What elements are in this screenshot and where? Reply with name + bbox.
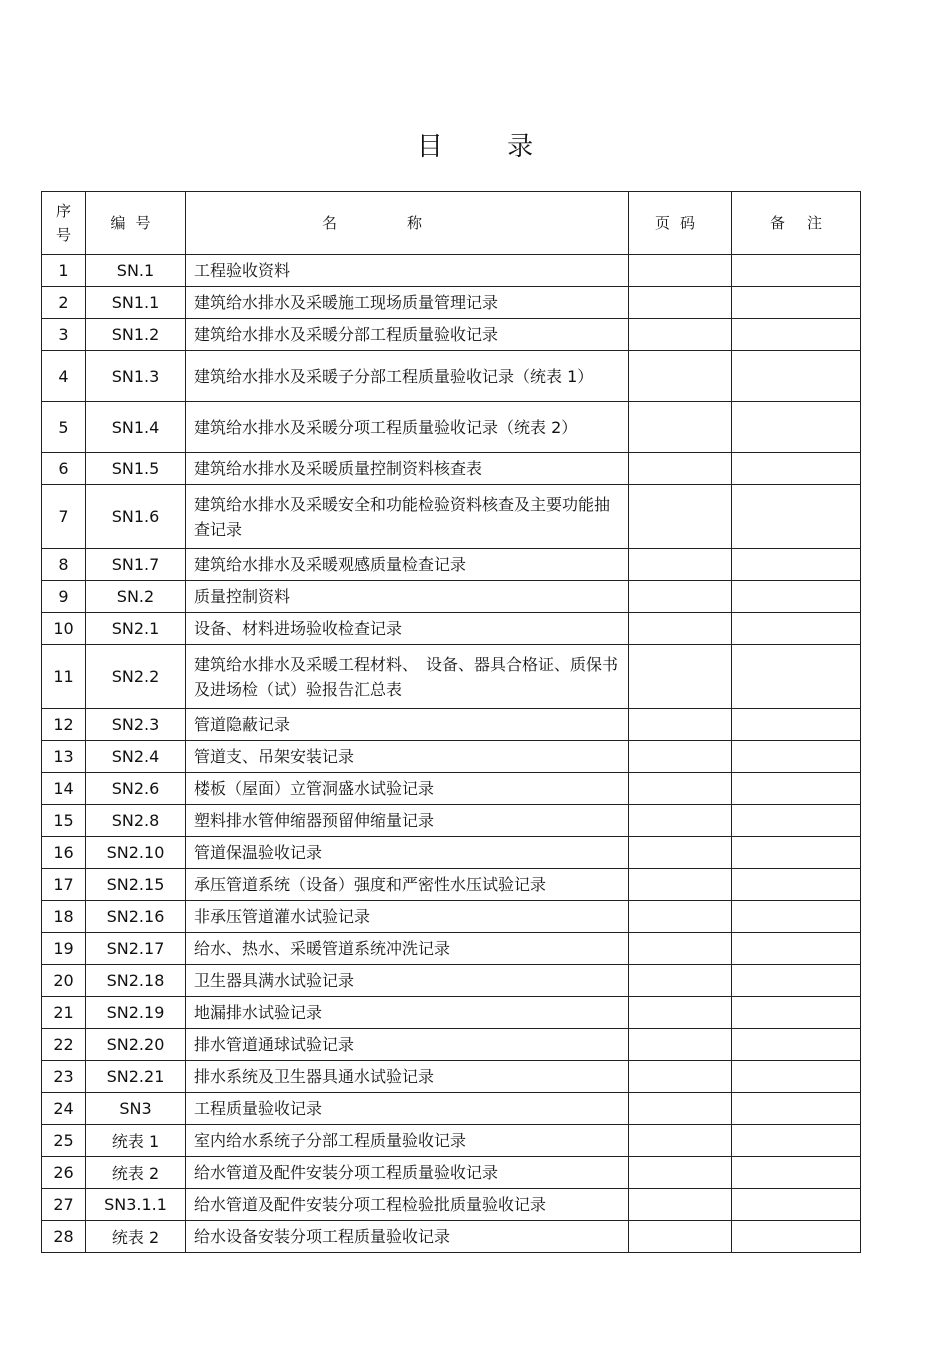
row-remark	[732, 805, 861, 837]
row-seq: 4	[42, 351, 86, 402]
row-page	[629, 1189, 732, 1221]
table-row	[42, 1221, 861, 1253]
row-remark	[732, 1157, 861, 1189]
row-code: SN.1	[86, 255, 186, 287]
row-remark	[732, 741, 861, 773]
table-row	[42, 1093, 861, 1125]
row-code: SN1.3	[86, 351, 186, 402]
row-name: 地漏排水试验记录	[186, 997, 629, 1029]
row-remark	[732, 1093, 861, 1125]
table-row	[42, 709, 861, 741]
row-code: SN2.19	[86, 997, 186, 1029]
row-remark	[732, 869, 861, 901]
row-page	[629, 933, 732, 965]
row-remark	[732, 645, 861, 709]
row-remark	[732, 1061, 861, 1093]
row-page	[629, 805, 732, 837]
page-title: 目 录	[416, 132, 562, 162]
row-code: SN2.4	[86, 741, 186, 773]
row-page	[629, 773, 732, 805]
row-page	[629, 287, 732, 319]
table-row	[42, 319, 861, 351]
row-code: SN1.5	[86, 453, 186, 485]
row-seq: 10	[42, 613, 86, 645]
table-row	[42, 402, 861, 453]
row-seq: 19	[42, 933, 86, 965]
row-remark	[732, 773, 861, 805]
row-remark	[732, 1125, 861, 1157]
row-code: SN2.1	[86, 613, 186, 645]
row-code: SN3.1.1	[86, 1189, 186, 1221]
header-code: 编号	[86, 192, 186, 255]
row-remark	[732, 287, 861, 319]
row-remark	[732, 351, 861, 402]
row-code: SN2.20	[86, 1029, 186, 1061]
row-seq: 1	[42, 255, 86, 287]
row-page	[629, 901, 732, 933]
row-name: 建筑给水排水及采暖施工现场质量管理记录	[186, 287, 629, 319]
row-name: 工程质量验收记录	[186, 1093, 629, 1125]
row-code: SN1.1	[86, 287, 186, 319]
row-seq: 16	[42, 837, 86, 869]
table-row	[42, 453, 861, 485]
row-page	[629, 709, 732, 741]
row-name: 建筑给水排水及采暖工程材料、 设备、器具合格证、质保书及进场检（试）验报告汇总表	[186, 645, 629, 709]
row-code: SN2.16	[86, 901, 186, 933]
row-name: 给水设备安装分项工程质量验收记录	[186, 1221, 629, 1253]
row-remark	[732, 1221, 861, 1253]
row-page	[629, 1221, 732, 1253]
row-seq: 6	[42, 453, 86, 485]
row-page	[629, 549, 732, 581]
row-page	[629, 1061, 732, 1093]
row-remark	[732, 1029, 861, 1061]
row-code: SN3	[86, 1093, 186, 1125]
row-page	[629, 485, 732, 549]
header-seq	[42, 192, 86, 255]
row-seq: 11	[42, 645, 86, 709]
row-page	[629, 453, 732, 485]
row-remark	[732, 402, 861, 453]
row-page	[629, 351, 732, 402]
row-code: 统表 2	[86, 1157, 186, 1189]
row-code: SN2.18	[86, 965, 186, 997]
header-seq-label: 序号	[55, 202, 71, 244]
row-seq: 8	[42, 549, 86, 581]
row-name: 建筑给水排水及采暖观感质量检查记录	[186, 549, 629, 581]
row-name: 塑料排水管伸缩器预留伸缩量记录	[186, 805, 629, 837]
row-remark	[732, 901, 861, 933]
row-page	[629, 319, 732, 351]
row-seq: 26	[42, 1157, 86, 1189]
header-page: 页码	[629, 192, 732, 255]
row-seq: 18	[42, 901, 86, 933]
header-name: 名称	[186, 192, 629, 255]
row-page	[629, 1029, 732, 1061]
row-seq: 13	[42, 741, 86, 773]
header-remark: 备注	[732, 192, 861, 255]
row-page	[629, 965, 732, 997]
row-code: SN1.6	[86, 485, 186, 549]
table-row	[42, 837, 861, 869]
row-name: 室内给水系统子分部工程质量验收记录	[186, 1125, 629, 1157]
row-name: 建筑给水排水及采暖分部工程质量验收记录	[186, 319, 629, 351]
row-page	[629, 613, 732, 645]
table-row	[42, 901, 861, 933]
row-page	[629, 645, 732, 709]
row-remark	[732, 485, 861, 549]
row-name: 建筑给水排水及采暖分项工程质量验收记录（统表 2）	[186, 402, 629, 453]
toc-body	[42, 255, 861, 1253]
table-row	[42, 255, 861, 287]
row-code: SN2.10	[86, 837, 186, 869]
row-remark	[732, 965, 861, 997]
row-code: SN.2	[86, 581, 186, 613]
row-page	[629, 741, 732, 773]
row-seq: 17	[42, 869, 86, 901]
table-row	[42, 485, 861, 549]
table-row	[42, 581, 861, 613]
row-seq: 21	[42, 997, 86, 1029]
row-page	[629, 1125, 732, 1157]
row-page	[629, 581, 732, 613]
row-code: SN2.3	[86, 709, 186, 741]
table-row	[42, 741, 861, 773]
row-code: SN1.4	[86, 402, 186, 453]
row-seq: 15	[42, 805, 86, 837]
row-seq: 3	[42, 319, 86, 351]
row-code: SN2.17	[86, 933, 186, 965]
row-code: 统表 1	[86, 1125, 186, 1157]
row-name: 给水管道及配件安装分项工程检验批质量验收记录	[186, 1189, 629, 1221]
table-row	[42, 351, 861, 402]
row-code: 统表 2	[86, 1221, 186, 1253]
row-name: 建筑给水排水及采暖安全和功能检验资料核查及主要功能抽查记录	[186, 485, 629, 549]
row-page	[629, 997, 732, 1029]
row-page	[629, 837, 732, 869]
row-page	[629, 1093, 732, 1125]
table-row	[42, 1061, 861, 1093]
row-name: 给水、热水、采暖管道系统冲洗记录	[186, 933, 629, 965]
row-page	[629, 1157, 732, 1189]
row-code: SN2.21	[86, 1061, 186, 1093]
row-seq: 2	[42, 287, 86, 319]
row-remark	[732, 837, 861, 869]
row-remark	[732, 453, 861, 485]
table-header-row	[42, 192, 861, 255]
row-remark	[732, 549, 861, 581]
row-name: 工程验收资料	[186, 255, 629, 287]
row-seq: 28	[42, 1221, 86, 1253]
table-row	[42, 1157, 861, 1189]
table-row	[42, 997, 861, 1029]
row-name: 建筑给水排水及采暖子分部工程质量验收记录（统表 1）	[186, 351, 629, 402]
row-code: SN1.2	[86, 319, 186, 351]
table-row	[42, 287, 861, 319]
row-remark	[732, 613, 861, 645]
table-row	[42, 1029, 861, 1061]
row-remark	[732, 581, 861, 613]
row-seq: 14	[42, 773, 86, 805]
table-row	[42, 645, 861, 709]
row-seq: 9	[42, 581, 86, 613]
row-seq: 24	[42, 1093, 86, 1125]
table-row	[42, 1125, 861, 1157]
table-row	[42, 805, 861, 837]
row-remark	[732, 255, 861, 287]
row-name: 给水管道及配件安装分项工程质量验收记录	[186, 1157, 629, 1189]
row-name: 管道支、吊架安装记录	[186, 741, 629, 773]
row-remark	[732, 997, 861, 1029]
row-name: 非承压管道灌水试验记录	[186, 901, 629, 933]
table-row	[42, 773, 861, 805]
table-row	[42, 1189, 861, 1221]
table-row	[42, 549, 861, 581]
row-seq: 25	[42, 1125, 86, 1157]
row-seq: 20	[42, 965, 86, 997]
row-code: SN2.15	[86, 869, 186, 901]
row-code: SN2.8	[86, 805, 186, 837]
table-row	[42, 933, 861, 965]
toc-table	[41, 191, 861, 1253]
row-seq: 12	[42, 709, 86, 741]
row-remark	[732, 933, 861, 965]
row-seq: 5	[42, 402, 86, 453]
table-row	[42, 869, 861, 901]
row-seq: 27	[42, 1189, 86, 1221]
row-seq: 23	[42, 1061, 86, 1093]
row-page	[629, 869, 732, 901]
row-code: SN2.2	[86, 645, 186, 709]
row-code: SN1.7	[86, 549, 186, 581]
row-remark	[732, 709, 861, 741]
row-name: 建筑给水排水及采暖质量控制资料核查表	[186, 453, 629, 485]
row-name: 卫生器具满水试验记录	[186, 965, 629, 997]
table-row	[42, 965, 861, 997]
row-page	[629, 255, 732, 287]
row-remark	[732, 1189, 861, 1221]
row-seq: 22	[42, 1029, 86, 1061]
row-name: 管道隐蔽记录	[186, 709, 629, 741]
row-page	[629, 402, 732, 453]
row-name: 管道保温验收记录	[186, 837, 629, 869]
table-row	[42, 613, 861, 645]
row-name: 楼板（屋面）立管洞盛水试验记录	[186, 773, 629, 805]
row-name: 设备、材料进场验收检查记录	[186, 613, 629, 645]
row-seq: 7	[42, 485, 86, 549]
row-name: 排水系统及卫生器具通水试验记录	[186, 1061, 629, 1093]
row-name: 承压管道系统（设备）强度和严密性水压试验记录	[186, 869, 629, 901]
row-name: 排水管道通球试验记录	[186, 1029, 629, 1061]
row-name: 质量控制资料	[186, 581, 629, 613]
row-code: SN2.6	[86, 773, 186, 805]
row-remark	[732, 319, 861, 351]
